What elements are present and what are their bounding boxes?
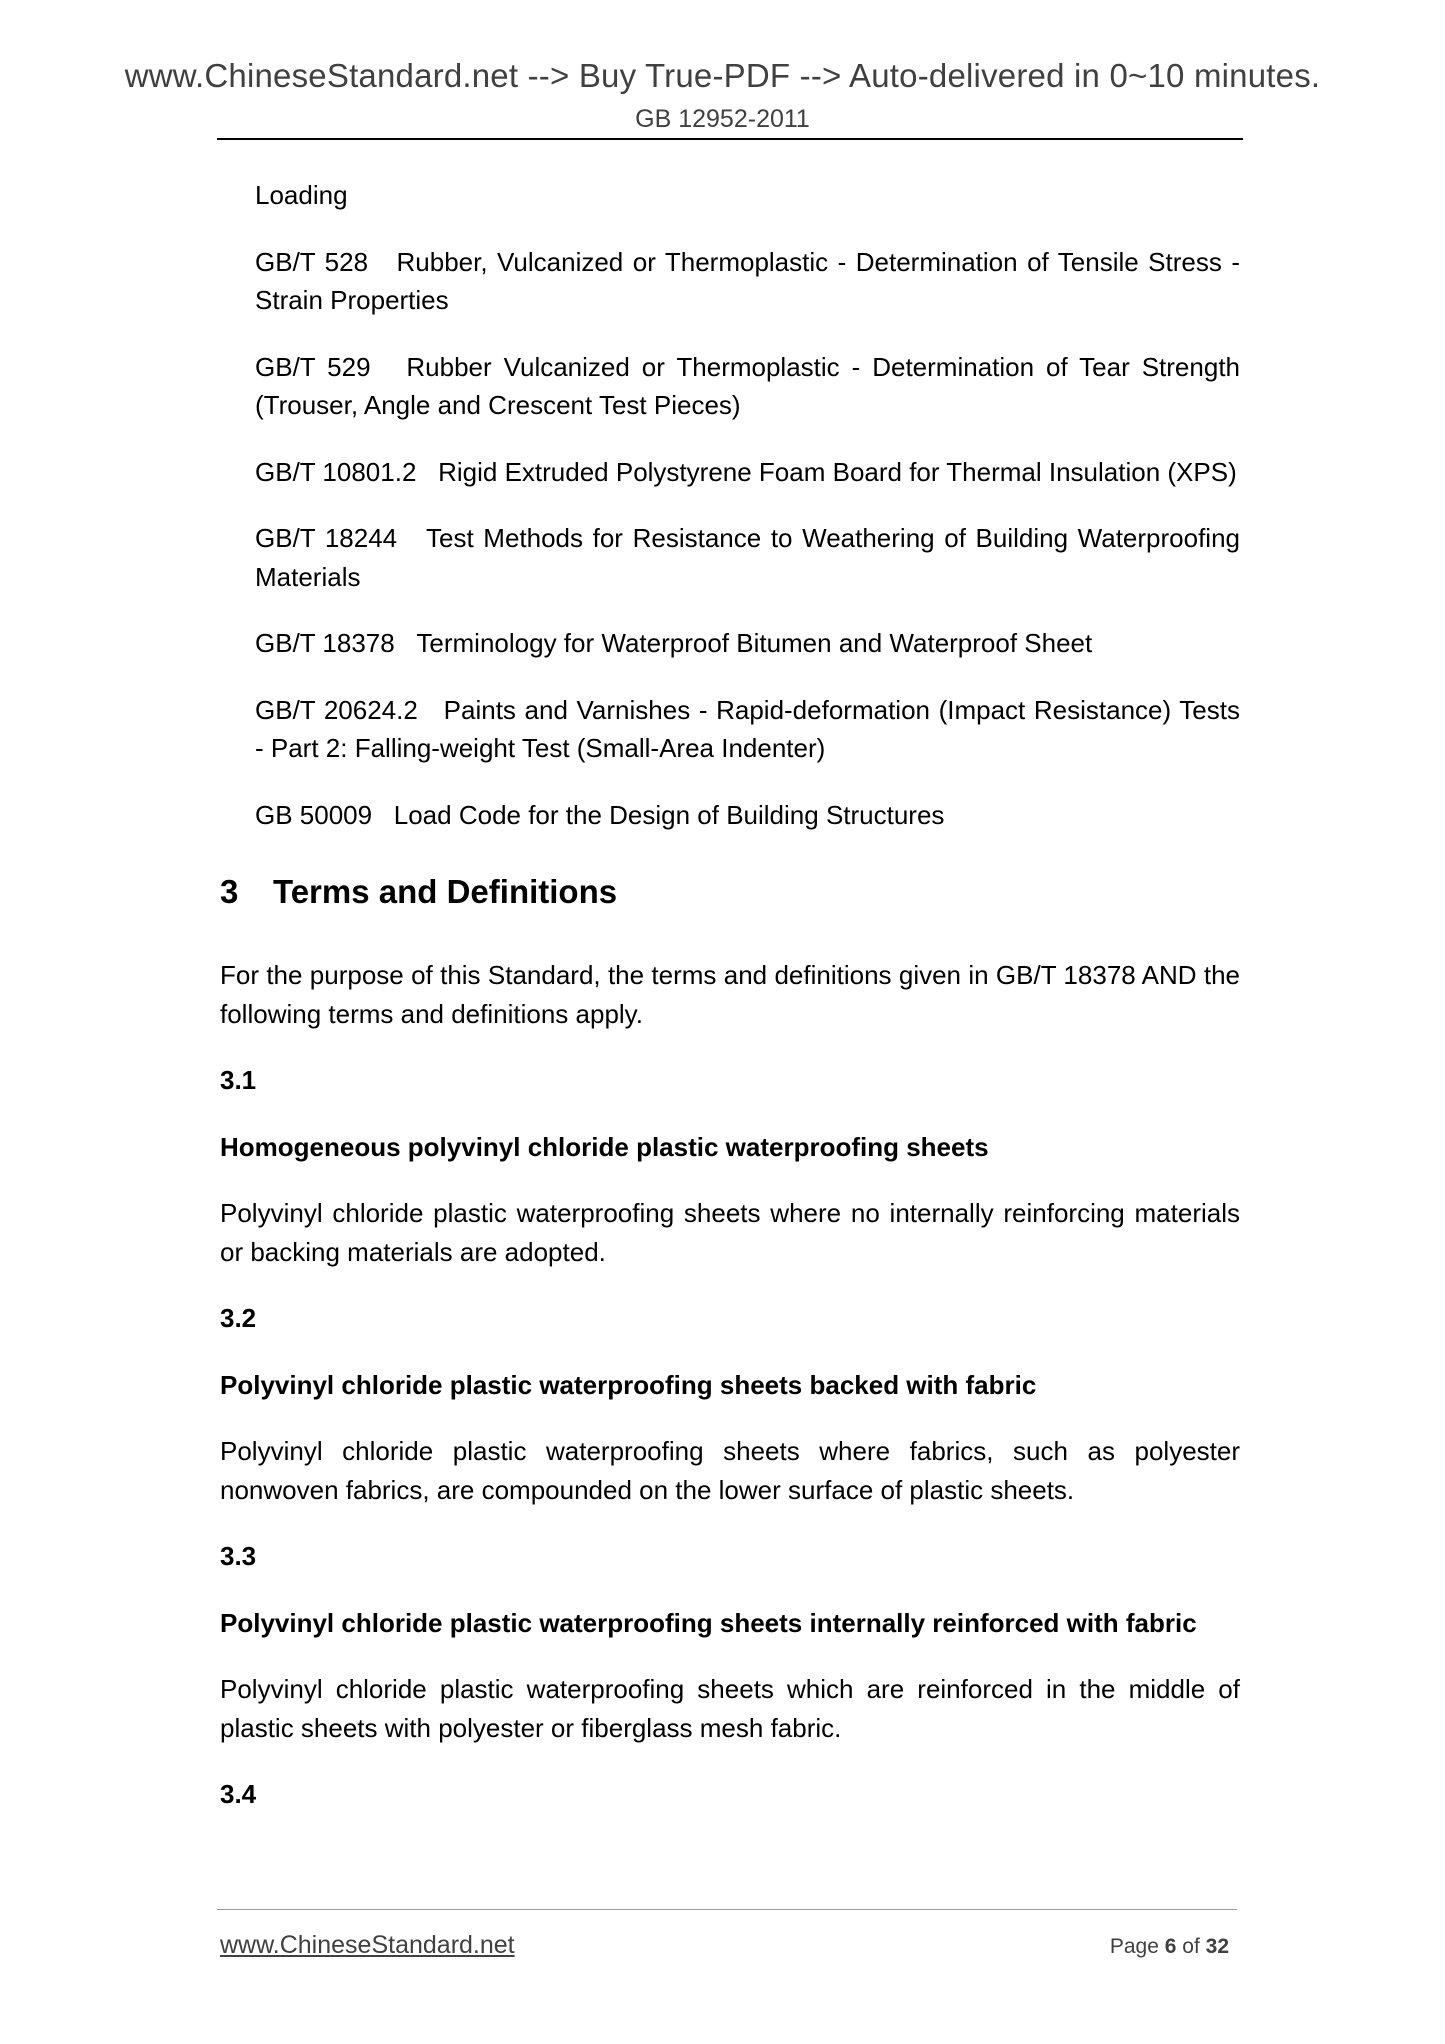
page-indicator <box>1110 1934 1229 1960</box>
footer-divider <box>217 1909 1237 1910</box>
clause <box>220 1537 1240 1747</box>
reference-code: GB/T 529 <box>255 351 371 382</box>
top-banner[interactable]: www.ChineseStandard.net --> Buy True-PDF --> Auto-delivered in 0~10 minutes. <box>124 57 1321 94</box>
section-title: Terms and Definitions <box>273 873 618 910</box>
normative-references-list <box>255 176 1240 834</box>
page-of: of <box>1182 1935 1200 1958</box>
reference-title: Rigid Extruded Polystyrene Foam Board for Thermal Insulation (XPS) <box>438 456 1237 487</box>
term-heading: Polyvinyl chloride plastic waterproofing sheets backed with fabric <box>220 1369 1037 1400</box>
standard-code: GB 12952-2011 <box>635 105 810 133</box>
section-number: 3 <box>220 873 239 910</box>
reference-title: Load Code for the Design of Building Structures <box>393 799 945 830</box>
clause-number: 3.4 <box>220 1779 257 1809</box>
reference-code: GB 50009 <box>255 799 373 830</box>
page-current: 6 <box>1164 1935 1177 1958</box>
reference-item <box>255 691 1240 768</box>
section-heading <box>220 872 1240 912</box>
page-total: 32 <box>1205 1935 1229 1958</box>
term-heading: Homogeneous polyvinyl chloride plastic waterproofing sheets <box>220 1131 989 1162</box>
section-intro: For the purpose of this Standard, the terms and definitions given in GB/T 18378 AND the following terms and definitions apply. <box>220 960 1240 1029</box>
reference-title: Test Methods for Resistance to Weathering of Building Waterproofing Materials <box>255 523 1240 592</box>
reference-code: GB/T 528 <box>255 246 369 277</box>
term-definition: Polyvinyl chloride plastic waterproofing sheets where fabrics, such as polyester nonwoven fabrics, are compounded on the lower surface of plastic sheets. <box>220 1436 1240 1505</box>
clause <box>220 1061 1240 1271</box>
reference-title: Rubber, Vulcanized or Thermoplastic - Determination of Tensile Stress - Strain Properties <box>255 246 1240 315</box>
page-prefix: Page <box>1109 1935 1159 1958</box>
reference-item <box>255 624 1240 663</box>
page-body <box>220 176 1240 1842</box>
reference-code: GB/T 18244 <box>255 523 398 553</box>
reference-item <box>255 519 1240 596</box>
clause-number: 3.2 <box>220 1303 257 1333</box>
reference-item <box>255 453 1240 492</box>
footer-website-link[interactable]: www.ChineseStandard.net <box>220 1931 515 1959</box>
clause-number: 3.1 <box>220 1065 257 1095</box>
term-heading: Polyvinyl chloride plastic waterproofing sheets internally reinforced with fabric <box>220 1607 1197 1638</box>
clause <box>220 1299 1240 1509</box>
clause-number: 3.3 <box>220 1541 257 1571</box>
header-divider <box>217 138 1243 140</box>
reference-title: Rubber Vulcanized or Thermoplastic - Determination of Tear Strength (Trouser, Angle and Crescent Test Pieces) <box>255 351 1240 420</box>
reference-title: Terminology for Waterproof Bitumen and Waterproof Sheet <box>416 628 1093 658</box>
reference-continuation: Loading <box>255 180 348 210</box>
reference-code: GB/T 18378 <box>255 628 395 658</box>
reference-code: GB/T 20624.2 <box>255 694 418 725</box>
term-definition: Polyvinyl chloride plastic waterproofing sheets which are reinforced in the middle of plastic sheets with polyester or fiberglass mesh fabric. <box>220 1674 1240 1743</box>
reference-code: GB/T 10801.2 <box>255 456 417 487</box>
reference-item <box>255 243 1240 320</box>
reference-item <box>255 796 1240 835</box>
term-definition: Polyvinyl chloride plastic waterproofing sheets where no internally reinforcing materials or backing materials are adopted. <box>220 1198 1240 1267</box>
reference-title: Paints and Varnishes - Rapid-deformation (Impact Resistance) Tests - Part 2: Falling-weight Test (Small-Area Indenter) <box>255 694 1240 763</box>
reference-item <box>255 348 1240 425</box>
